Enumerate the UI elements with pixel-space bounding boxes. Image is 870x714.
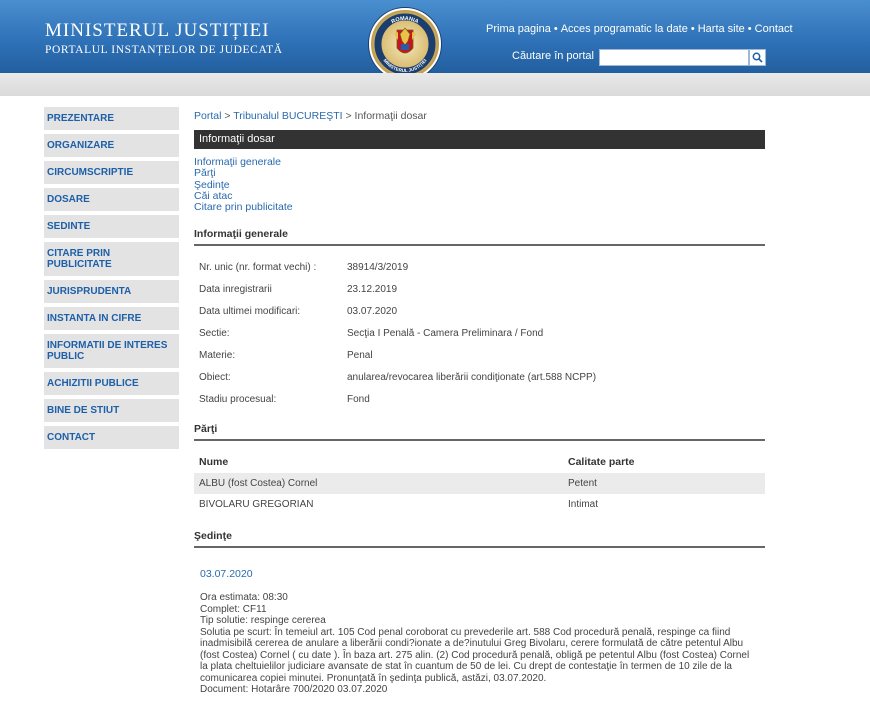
info-label: Stadiu procesual: (199, 393, 277, 405)
info-value: 23.12.2019 (347, 283, 398, 295)
sidebar-item-achizitii[interactable]: ACHIZITII PUBLICE (44, 372, 179, 395)
search-icon (752, 52, 763, 63)
search-button[interactable] (749, 49, 766, 66)
hearing-line: Tip solutie: respinge cererea (200, 615, 326, 627)
nav-harta-site[interactable]: Harta site (697, 23, 745, 35)
info-value: 03.07.2020 (347, 305, 398, 317)
site-title: MINISTERUL JUSTIȚIEI (45, 20, 270, 41)
breadcrumb-separator: > (224, 110, 231, 122)
anchor-citare-publicitate[interactable]: Citare prin publicitate (194, 201, 293, 214)
logo-bottom-text: MINISTERUL JUSTIȚIEI (382, 57, 428, 74)
table-row (194, 366, 765, 388)
hearing-line: comunicarea copiei minutei. Pronunţată în şedinţa publică, astăzi, 03.07.2020. (200, 672, 547, 684)
info-label: Materie: (199, 349, 236, 361)
site-subtitle: PORTALUL INSTANȚELOR DE JUDECATĂ (45, 44, 283, 56)
breadcrumb-current: Informaţii dosar (354, 110, 427, 122)
anchor-cai-atac[interactable]: Căi atac (194, 189, 233, 202)
hearing-line: Complet: CF11 (200, 603, 267, 615)
table-row (194, 473, 765, 494)
info-label: Sectie: (199, 327, 230, 339)
party-name: BIVOLARU GREGORIAN (199, 499, 314, 511)
column-header-role: Calitate parte (568, 456, 635, 469)
table-row (194, 322, 765, 344)
info-value: Secţia I Penală - Camera Preliminara / Fond (347, 327, 544, 339)
info-label: Obiect: (199, 371, 231, 383)
table-row (194, 300, 765, 322)
breadcrumb (194, 110, 765, 126)
breadcrumb-court[interactable]: Tribunalul BUCUREŞTI (233, 110, 343, 122)
sidebar-item-organizare[interactable]: ORGANIZARE (44, 134, 179, 157)
nav-prima-pagina[interactable]: Prima pagina (486, 23, 551, 35)
hearing-date: 03.07.2020 (200, 568, 253, 581)
info-label: Nr. unic (nr. format vechi) : (199, 261, 317, 273)
sidebar-item-contact[interactable]: CONTACT (44, 426, 179, 449)
main-content (194, 107, 765, 696)
table-row (194, 278, 765, 300)
site-header (0, 0, 870, 73)
sidebar-item-instanta-in-cifre[interactable]: INSTANTA IN CIFRE (44, 307, 179, 330)
sidebar-item-citare[interactable]: CITARE PRIN PUBLICITATE (44, 242, 179, 276)
anchor-informatii-generale[interactable]: Informaţii generale (194, 156, 281, 168)
party-name: ALBU (fost Costea) Cornel (194, 473, 563, 494)
hearing-line: inadmisibilă cererea de anulare a liberării condi?ionate a de?inutului Greg Bivolaru, cerere formulată de către petentul Albu (200, 638, 744, 650)
anchor-parti[interactable]: Părţi (194, 167, 216, 180)
coat-of-arms-logo[interactable] (369, 8, 441, 80)
sidebar-item-bine-de-stiut[interactable]: BINE DE STIUT (44, 399, 179, 422)
parties-table (194, 451, 765, 515)
party-role: Intimat (568, 499, 599, 511)
nav-acces-programatic[interactable]: Acces programatic la date (560, 23, 688, 35)
header-strip (0, 73, 870, 96)
hearing-line: Solutia pe scurt: În temeiul art. 105 Cod penal coroborat cu prevederile art. 588 Cod procedură penală, respinge ca fiind (200, 626, 731, 638)
section-anchors (194, 157, 765, 213)
search-label: Căutare în portal (512, 50, 594, 62)
hearing-line: Document: Hotarâre 700/2020 03.07.2020 (200, 684, 388, 696)
info-label: Data inregistrarii (199, 283, 272, 295)
hearing-line: la plata cheltuielilor judiciare avansate de stat în cuantum de 50 de lei. Cu drept de contestaţie în termen de 10 zile de la (200, 661, 732, 673)
anchor-sedinte[interactable]: Şedinţe (194, 178, 230, 191)
hearings-heading: Şedinţe (194, 527, 765, 548)
info-value: anularea/revocarea liberării condiţionate (art.588 NCPP) (347, 371, 597, 383)
sidebar-item-informatii-interes[interactable]: INFORMATII DE INTERES PUBLIC (44, 334, 179, 368)
table-row (194, 344, 765, 366)
sidebar-item-circumscriptie[interactable]: CIRCUMSCRIPTIE (44, 161, 179, 184)
breadcrumb-separator: > (345, 110, 352, 122)
sidebar-menu (44, 107, 179, 452)
table-header-row (194, 451, 765, 473)
info-value: 38914/3/2019 (347, 261, 409, 273)
info-value: Fond (347, 393, 370, 405)
nav-contact[interactable]: Contact (754, 23, 793, 35)
table-row (194, 388, 765, 410)
parties-heading: Părţi (194, 420, 765, 441)
sidebar-item-prezentare[interactable]: PREZENTARE (44, 107, 179, 130)
hearing-line: (fost Costea) Cornel ( cu date ). În baza art. 275 alin. (2) Cod procedură penală, obligă pe petentul Albu (fost Costea) Cornel (200, 649, 750, 661)
general-info-table (194, 256, 765, 410)
table-row (194, 494, 765, 515)
hearing-details (200, 592, 760, 696)
party-role: Petent (563, 473, 765, 494)
breadcrumb-portal[interactable]: Portal (194, 110, 222, 122)
column-header-name: Nume (199, 456, 229, 469)
hearing-line: Ora estimata: 08:30 (200, 592, 288, 604)
logo-top-text: ROMANIA (390, 15, 420, 26)
table-row (194, 256, 765, 278)
sidebar-item-dosare[interactable]: DOSARE (44, 188, 179, 211)
search-input[interactable] (599, 49, 749, 66)
info-value: Penal (347, 349, 373, 361)
general-info-heading: Informaţii generale (194, 225, 765, 246)
section-title-bar: Informaţii dosar (194, 130, 765, 149)
svg-text:MINISTERUL JUSTIȚIEI (382, 58, 427, 73)
top-navigation: Prima pagina • Acces programatic la date • Harta site • Contact (486, 23, 793, 35)
sidebar-item-sedinte[interactable]: SEDINTE (44, 215, 179, 238)
sidebar-item-jurisprudenta[interactable]: JURISPRUDENTA (44, 280, 179, 303)
info-label: Data ultimei modificari: (199, 305, 301, 317)
